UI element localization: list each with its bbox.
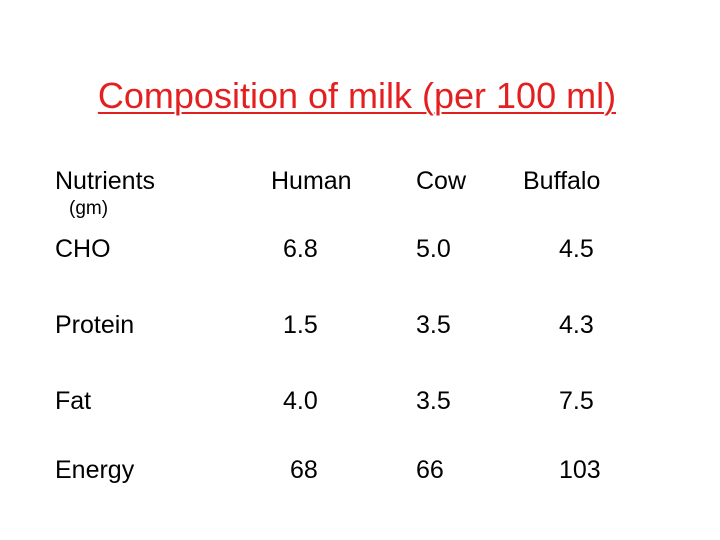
row-energy-nutrient: Energy	[55, 456, 135, 484]
header-cow: Cow	[416, 167, 467, 195]
row-energy-human: 68	[290, 456, 318, 484]
row-cho-nutrient: CHO	[55, 235, 111, 263]
row-cho-cow: 5.0	[416, 235, 451, 263]
row-protein-buffalo: 4.3	[559, 311, 594, 339]
row-cho-buffalo: 4.5	[559, 235, 594, 263]
row-cho-human: 6.8	[283, 235, 318, 263]
row-fat-cow: 3.5	[416, 387, 451, 415]
row-protein-nutrient: Protein	[55, 311, 135, 339]
header-nutrients: Nutrients	[55, 167, 156, 195]
row-fat-human: 4.0	[283, 387, 318, 415]
row-energy-cow: 66	[416, 456, 444, 484]
row-protein-cow: 3.5	[416, 311, 451, 339]
row-energy-buffalo: 103	[559, 456, 601, 484]
row-protein-human: 1.5	[283, 311, 318, 339]
row-fat-buffalo: 7.5	[559, 387, 594, 415]
header-unit: (gm)	[69, 198, 109, 219]
slide-title: Composition of milk (per 100 ml)	[97, 75, 617, 116]
header-human: Human	[271, 167, 352, 195]
row-fat-nutrient: Fat	[55, 387, 92, 415]
header-buffalo: Buffalo	[523, 167, 601, 195]
